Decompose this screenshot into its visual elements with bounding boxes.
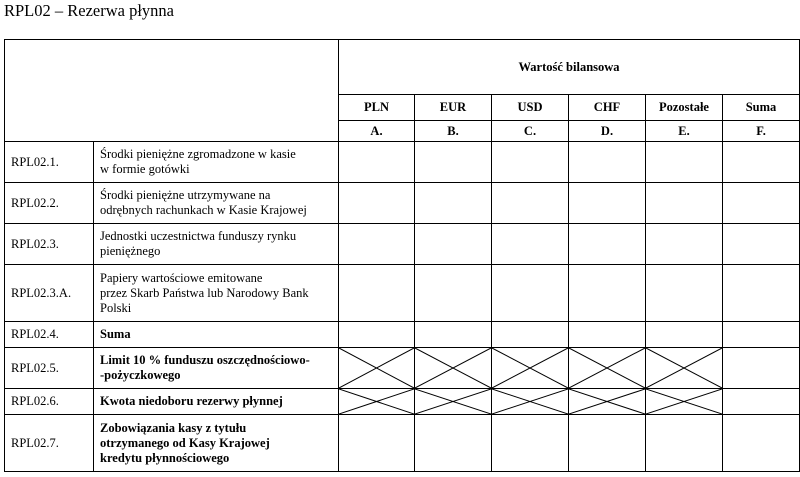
value-cell[interactable] — [569, 224, 646, 265]
table-row — [5, 183, 800, 224]
value-cell[interactable] — [339, 322, 415, 348]
row-code: RPL02.4. — [5, 322, 94, 348]
column-letter: D. — [569, 121, 646, 142]
value-cell[interactable] — [492, 265, 569, 322]
value-cell-crossed — [569, 389, 646, 415]
row-description: Limit 10 % funduszu oszczędnościowo- -pożyczkowego — [94, 348, 339, 389]
value-cell[interactable] — [415, 224, 492, 265]
value-cell[interactable] — [723, 322, 800, 348]
row-description: Środki pieniężne utrzymywane na odrębnych rachunkach w Kasie Krajowej — [94, 183, 339, 224]
table-row — [5, 142, 800, 183]
currency-header: CHF — [569, 95, 646, 121]
value-cell[interactable] — [339, 224, 415, 265]
row-code: RPL02.3.A. — [5, 265, 94, 322]
row-code: RPL02.5. — [5, 348, 94, 389]
row-description: Jednostki uczestnictwa funduszy rynku pieniężnego — [94, 224, 339, 265]
value-cell[interactable] — [646, 415, 723, 472]
value-cell[interactable] — [492, 415, 569, 472]
column-letter: F. — [723, 121, 800, 142]
value-cell[interactable] — [569, 415, 646, 472]
row-description: Suma — [94, 322, 339, 348]
value-cell[interactable] — [339, 265, 415, 322]
value-cell[interactable] — [569, 183, 646, 224]
row-description: Środki pieniężne zgromadzone w kasie w formie gotówki — [94, 142, 339, 183]
row-code: RPL02.1. — [5, 142, 94, 183]
column-letter: E. — [646, 121, 723, 142]
value-cell-crossed — [646, 348, 723, 389]
value-cell[interactable] — [646, 183, 723, 224]
row-description: Papiery wartościowe emitowane przez Skarb Państwa lub Narodowy Bank Polski — [94, 265, 339, 322]
value-cell[interactable] — [646, 265, 723, 322]
value-cell[interactable] — [415, 183, 492, 224]
column-letter: C. — [492, 121, 569, 142]
row-code: RPL02.6. — [5, 389, 94, 415]
value-cell[interactable] — [646, 224, 723, 265]
table-row — [5, 415, 800, 472]
value-cell-crossed — [492, 389, 569, 415]
value-cell[interactable] — [723, 224, 800, 265]
table-row — [5, 265, 800, 322]
value-cell[interactable] — [723, 183, 800, 224]
page-title: RPL02 – Rezerwa płynna — [4, 1, 175, 20]
value-cell[interactable] — [415, 265, 492, 322]
value-cell[interactable] — [492, 322, 569, 348]
currency-header: Pozostałe — [646, 95, 723, 121]
currency-header: PLN — [339, 95, 415, 121]
liquidity-reserve-table — [4, 39, 800, 472]
value-cell[interactable] — [415, 322, 492, 348]
value-cell[interactable] — [646, 142, 723, 183]
currency-header: EUR — [415, 95, 492, 121]
value-cell[interactable] — [723, 389, 800, 415]
value-cell[interactable] — [723, 142, 800, 183]
header-group-label: Wartość bilansowa — [339, 40, 800, 95]
table-row — [5, 224, 800, 265]
row-description: Kwota niedoboru rezerwy płynnej — [94, 389, 339, 415]
value-cell[interactable] — [569, 142, 646, 183]
value-cell-crossed — [646, 389, 723, 415]
value-cell[interactable] — [415, 142, 492, 183]
value-cell[interactable] — [492, 224, 569, 265]
value-cell-crossed — [339, 348, 415, 389]
row-code: RPL02.2. — [5, 183, 94, 224]
table-row — [5, 348, 800, 389]
row-code: RPL02.7. — [5, 415, 94, 472]
value-cell-crossed — [339, 389, 415, 415]
column-letter: B. — [415, 121, 492, 142]
value-cell-crossed — [415, 348, 492, 389]
value-cell[interactable] — [492, 183, 569, 224]
column-letter: A. — [339, 121, 415, 142]
value-cell-crossed — [492, 348, 569, 389]
value-cell[interactable] — [339, 183, 415, 224]
table-row — [5, 322, 800, 348]
currency-header: USD — [492, 95, 569, 121]
value-cell[interactable] — [723, 415, 800, 472]
row-code: RPL02.3. — [5, 224, 94, 265]
header-row-group — [5, 40, 800, 95]
table-row — [5, 389, 800, 415]
value-cell[interactable] — [339, 415, 415, 472]
value-cell-crossed — [415, 389, 492, 415]
value-cell[interactable] — [569, 322, 646, 348]
value-cell[interactable] — [415, 415, 492, 472]
header-blank-cell — [5, 40, 339, 142]
value-cell[interactable] — [723, 265, 800, 322]
row-description: Zobowiązania kasy z tytułu otrzymanego od Kasy Krajowej kredytu płynnościowego — [94, 415, 339, 472]
value-cell[interactable] — [339, 142, 415, 183]
value-cell[interactable] — [492, 142, 569, 183]
value-cell[interactable] — [646, 322, 723, 348]
value-cell[interactable] — [569, 265, 646, 322]
value-cell-crossed — [569, 348, 646, 389]
currency-header: Suma — [723, 95, 800, 121]
value-cell[interactable] — [723, 348, 800, 389]
